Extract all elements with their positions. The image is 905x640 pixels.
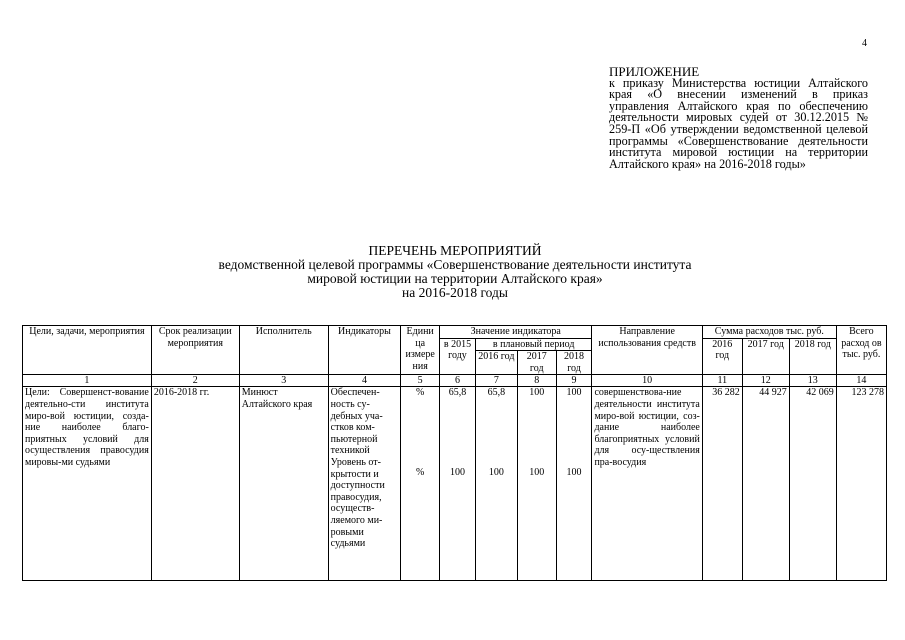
header-sum-2016: 2016 год	[702, 338, 742, 375]
value-2017-2: 100	[529, 466, 545, 478]
value-2018-2: 100	[566, 466, 582, 478]
appendix-heading: ПРИЛОЖЕНИЕ	[609, 64, 700, 79]
column-number: 7	[475, 375, 517, 387]
measures-table	[22, 325, 887, 581]
column-number: 13	[789, 375, 836, 387]
header-indicators: Индикаторы	[328, 326, 401, 375]
title-line-4: на 2016-2018 годы	[402, 285, 508, 300]
sum-2016-cell: 36 282	[702, 387, 742, 581]
value-2016-cell	[475, 387, 517, 581]
column-number: 11	[702, 375, 742, 387]
term-cell: 2016-2018 гг.	[151, 387, 239, 581]
appendix-block	[609, 66, 868, 170]
value-2015-2: 100	[449, 466, 465, 478]
value-2018-1: 100	[566, 387, 582, 399]
column-number: 6	[440, 375, 476, 387]
header-sum: Сумма расходов тыс. руб.	[702, 326, 836, 339]
unit-1: %	[416, 387, 425, 399]
column-number: 14	[836, 375, 886, 387]
header-direction: Направление использования средств	[592, 326, 702, 375]
column-number: 5	[401, 375, 440, 387]
value-2016-1: 65,8	[487, 387, 506, 399]
column-number: 4	[328, 375, 401, 387]
goal-cell: Цели: Совершенст-вование деятельно-сти института миро-вой юстиции, созда-ние наиболее благо-приятных условий для осуществления правосудия мировы-ми судьями	[23, 387, 152, 581]
header-row	[23, 326, 887, 339]
value-2015-cell	[440, 387, 476, 581]
header-sum-2017: 2017 год	[742, 338, 789, 375]
value-2016-2: 100	[488, 466, 504, 478]
appendix-text: к приказу Министерства юстиции Алтайского края «О внесении изменений в приказ управления Алтайского края по обеспечению деятельности мировых судей от 30.12.2015 № 259-П «Об утверждении ведомственной целевой программы «Совершенствование деятельности института мировой юстиции на территории Алтайского края» на 2016-2018 годы»	[609, 75, 868, 171]
value-2015-1: 65,8	[448, 387, 467, 399]
header-unit: Едини ца измере ния	[401, 326, 440, 375]
header-plan-2016: 2016 год	[475, 351, 517, 375]
header-indicator-value: Значение индикатора	[440, 326, 592, 339]
header-executor: Исполнитель	[239, 326, 328, 375]
header-planned: в плановый период	[475, 338, 592, 351]
column-number: 1	[23, 375, 152, 387]
column-number: 10	[592, 375, 702, 387]
header-plan-2017: 2017 год	[517, 351, 556, 375]
header-total: Всего расход ов тыс. руб.	[836, 326, 886, 375]
table-row	[23, 387, 887, 581]
document-title	[170, 244, 740, 300]
column-number: 3	[239, 375, 328, 387]
direction-cell: совершенствова-ние деятельности института миро-вой юстиции, соз-дание наиболее благоприятных условий для осу-ществления пра-восудия	[592, 387, 702, 581]
header-plan-2018: 2018 год	[556, 351, 592, 375]
sum-2017-cell: 44 927	[742, 387, 789, 581]
unit-2: %	[416, 466, 425, 478]
title-line-2: ведомственной целевой программы «Совершенствование деятельности института	[218, 257, 692, 272]
title-line-3: мировой юстиции на территории Алтайского края»	[307, 271, 603, 286]
unit-cell	[401, 387, 440, 581]
sum-2018-cell: 42 069	[789, 387, 836, 581]
indicator-2: Уровень от-крытости и доступности правосудия, осуществ-ляемого ми-ровыми судьями	[330, 456, 385, 550]
column-number: 8	[517, 375, 556, 387]
column-number: 12	[742, 375, 789, 387]
indicators-cell	[328, 387, 401, 581]
page-number: 4	[862, 38, 867, 49]
executor-cell: Минюст Алтайского края	[239, 387, 328, 581]
indicator-1: Обеспечен-ность су-дебных уча-стков ком-пьютерной техникой	[330, 387, 383, 457]
column-number: 2	[151, 375, 239, 387]
value-2017-cell	[517, 387, 556, 581]
title-line-1: ПЕРЕЧЕНЬ МЕРОПРИЯТИЙ	[368, 243, 542, 258]
header-sum-2018: 2018 год	[789, 338, 836, 375]
value-2018-cell	[556, 387, 592, 581]
header-2015: в 2015 году	[440, 338, 476, 375]
column-number-row	[23, 375, 887, 387]
value-2017-1: 100	[529, 387, 545, 399]
total-cell: 123 278	[836, 387, 886, 581]
column-number: 9	[556, 375, 592, 387]
header-goals: Цели, задачи, мероприятия	[23, 326, 152, 375]
header-term: Срок реализации мероприятия	[151, 326, 239, 375]
